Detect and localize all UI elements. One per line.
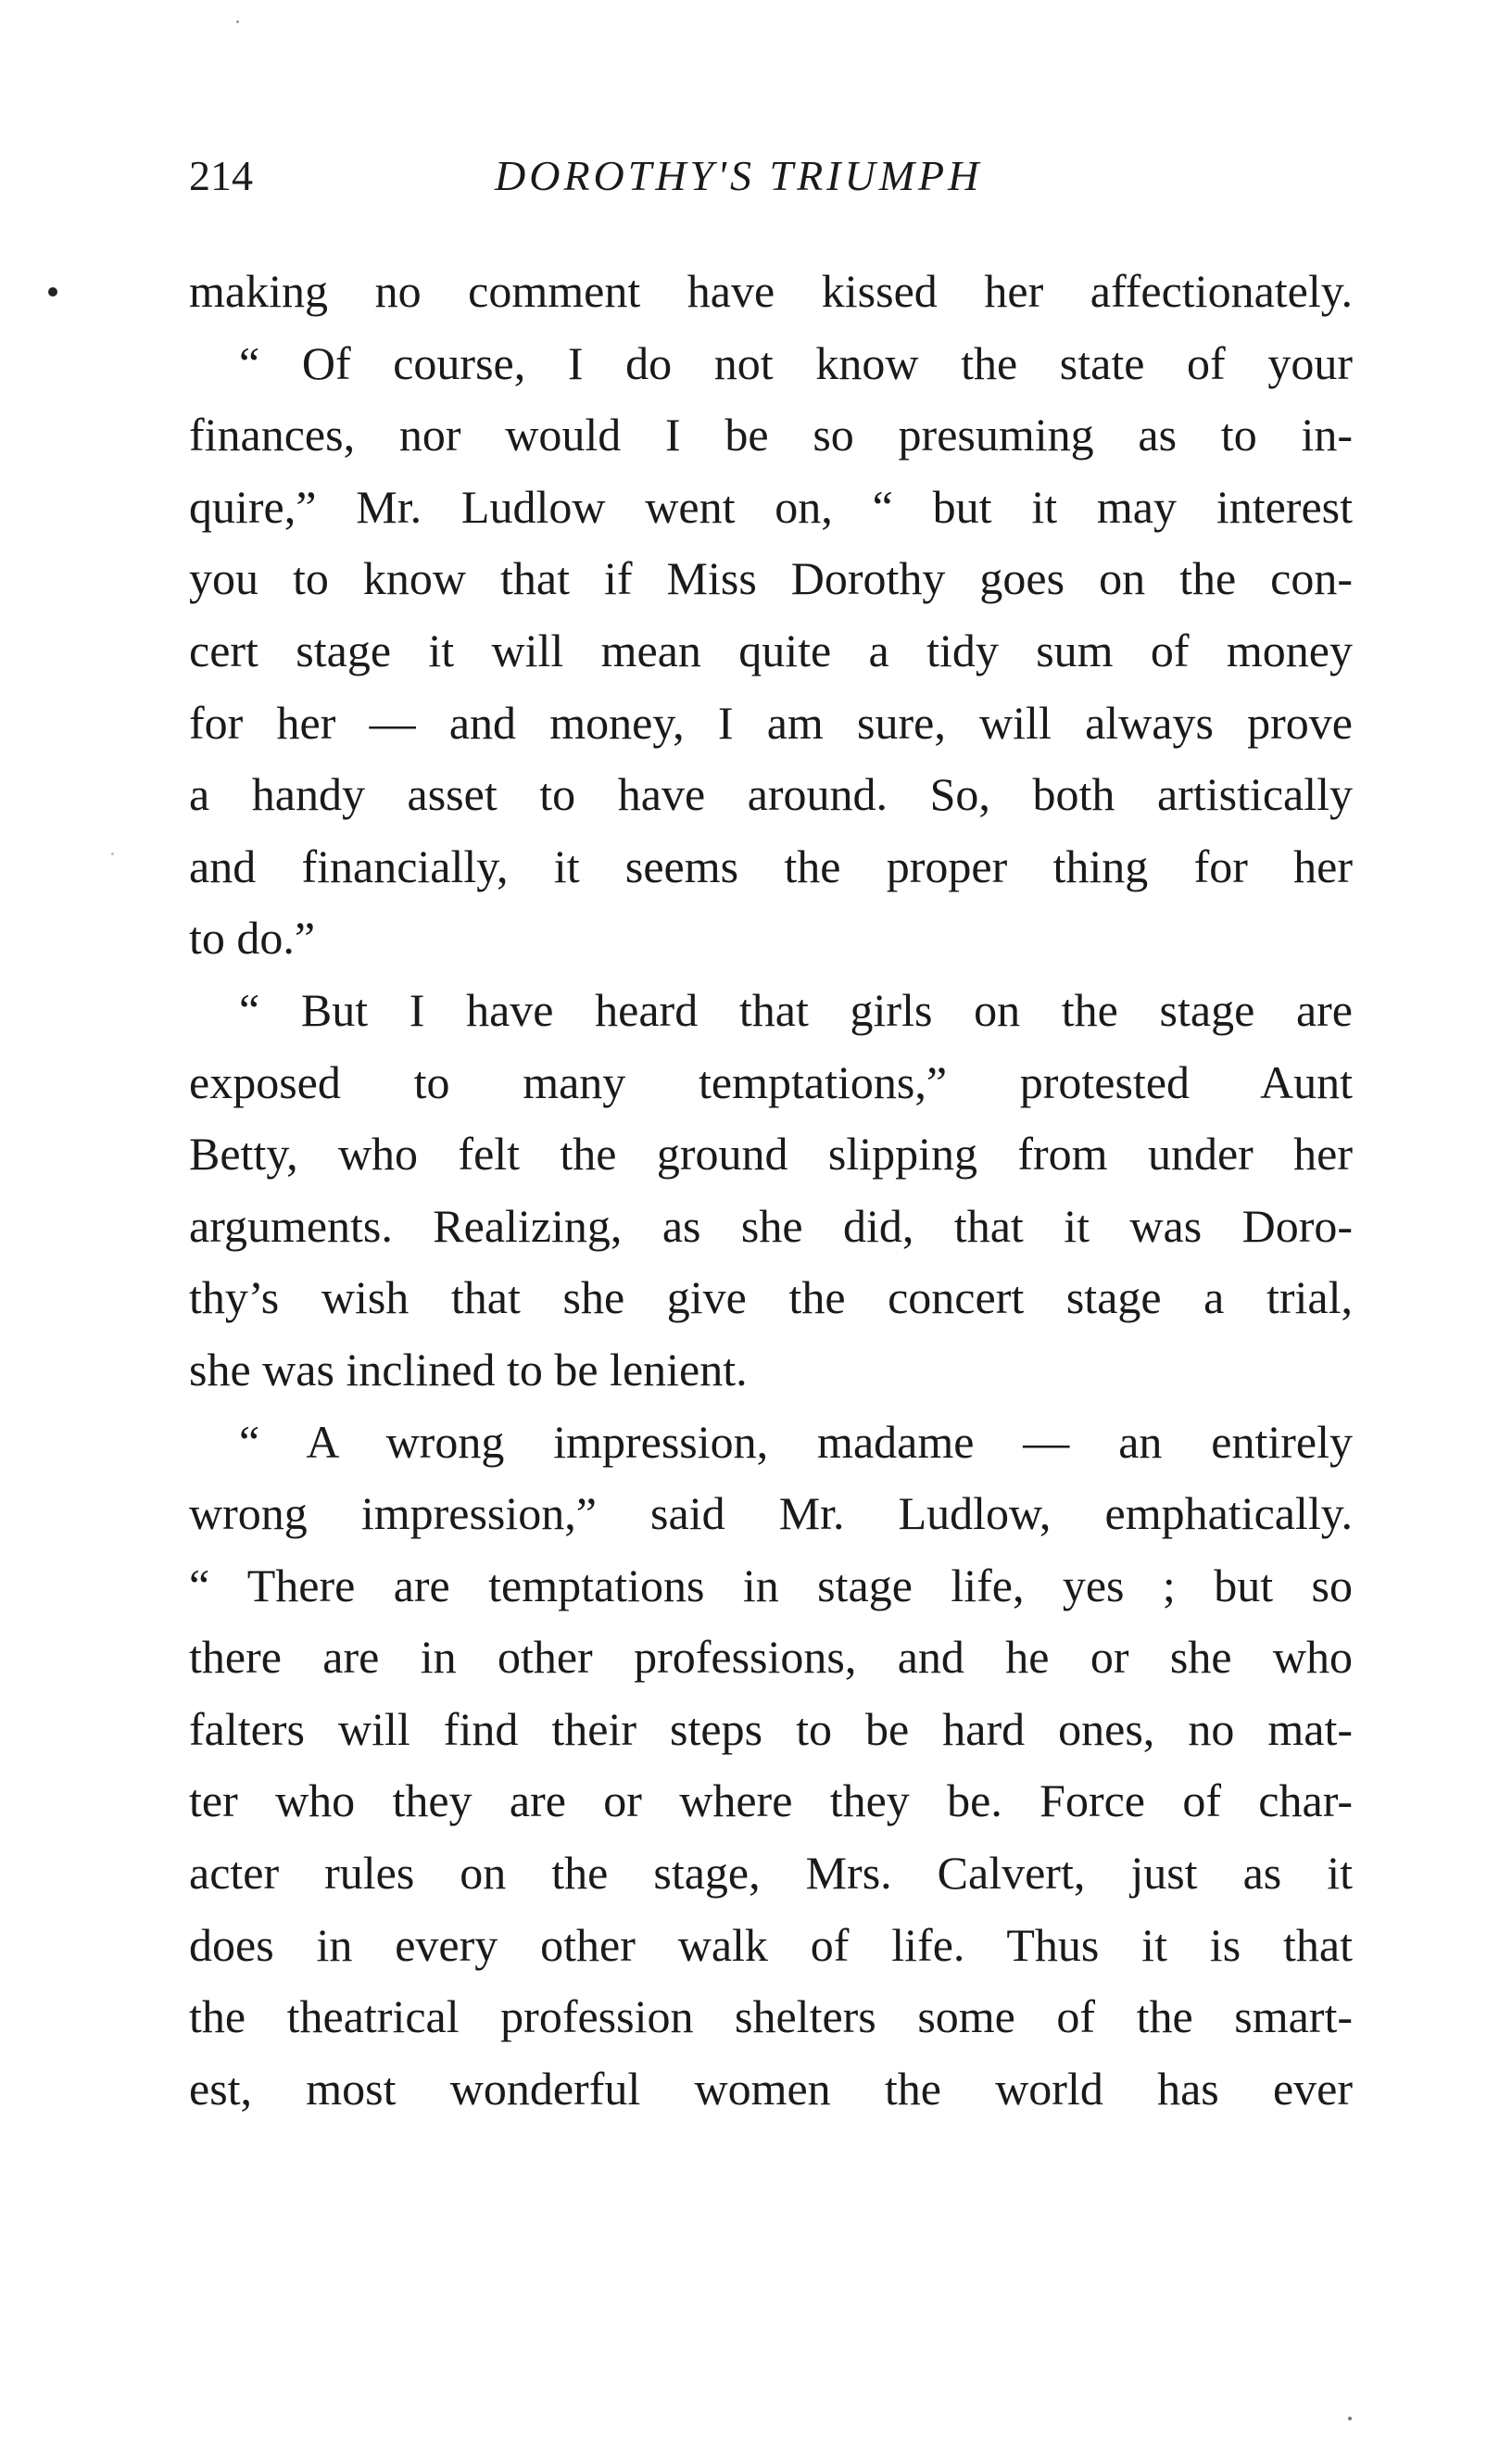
text-line: and financially, it seems the proper thing for her [189, 840, 1353, 892]
text-line: a handy asset to have around. So, both artistically [189, 768, 1353, 821]
body-text [189, 256, 1353, 2125]
text-line: “ There are temptations in stage life, yes ; but so [189, 1559, 1353, 1611]
text-line: thy’s wish that she give the concert stage a trial, [189, 1271, 1353, 1324]
ink-speck [1348, 2417, 1352, 2420]
ink-speck [236, 20, 239, 23]
text-line: “ A wrong impression, madame — an entirely [239, 1415, 1353, 1468]
text-line: Betty, who felt the ground slipping from under her [189, 1128, 1353, 1181]
running-head [189, 148, 1353, 204]
text-line: to do.” [189, 912, 316, 965]
ink-speck [111, 852, 114, 855]
text-line: there are in other professions, and he or she who [189, 1631, 1353, 1684]
text-line: you to know that if Miss Dorothy goes on the con- [189, 552, 1353, 605]
text-line: acter rules on the stage, Mrs. Calvert, just as it [189, 1847, 1353, 1900]
text-line: the theatrical profession shelters some of the smart- [189, 1990, 1353, 2043]
text-line: for her — and money, I am sure, will always prove [189, 696, 1353, 749]
ink-speck [48, 287, 57, 297]
text-line: ter who they are or where they be. Force of char- [189, 1774, 1353, 1827]
text-line: est, most wonderful women the world has ever [189, 2062, 1353, 2115]
text-line: cert stage it will mean quite a tidy sum of money [189, 624, 1353, 676]
text-line: falters will find their steps to be hard ones, no mat- [189, 1702, 1353, 1755]
text-line: exposed to many temptations,” protested Aunt [189, 1055, 1353, 1108]
text-line: finances, nor would I be so presuming as to in- [189, 409, 1353, 461]
text-line: making no comment have kissed her affectionately. [189, 265, 1353, 317]
text-line: quire,” Mr. Ludlow went on, “ but it may interest [189, 480, 1353, 533]
text-line: “ But I have heard that girls on the stage are [239, 983, 1353, 1036]
text-line: “ Of course, I do not know the state of your [239, 336, 1353, 389]
text-line: arguments. Realizing, as she did, that it was Doro- [189, 1199, 1353, 1252]
text-line: does in every other walk of life. Thus it is that [189, 1918, 1353, 1971]
page-number: 214 [189, 152, 253, 199]
text-line: wrong impression,” said Mr. Ludlow, emphatically. [189, 1487, 1353, 1540]
text-line: she was inclined to be lenient. [189, 1343, 748, 1395]
running-title: DOROTHY'S TRIUMPH [495, 152, 983, 199]
